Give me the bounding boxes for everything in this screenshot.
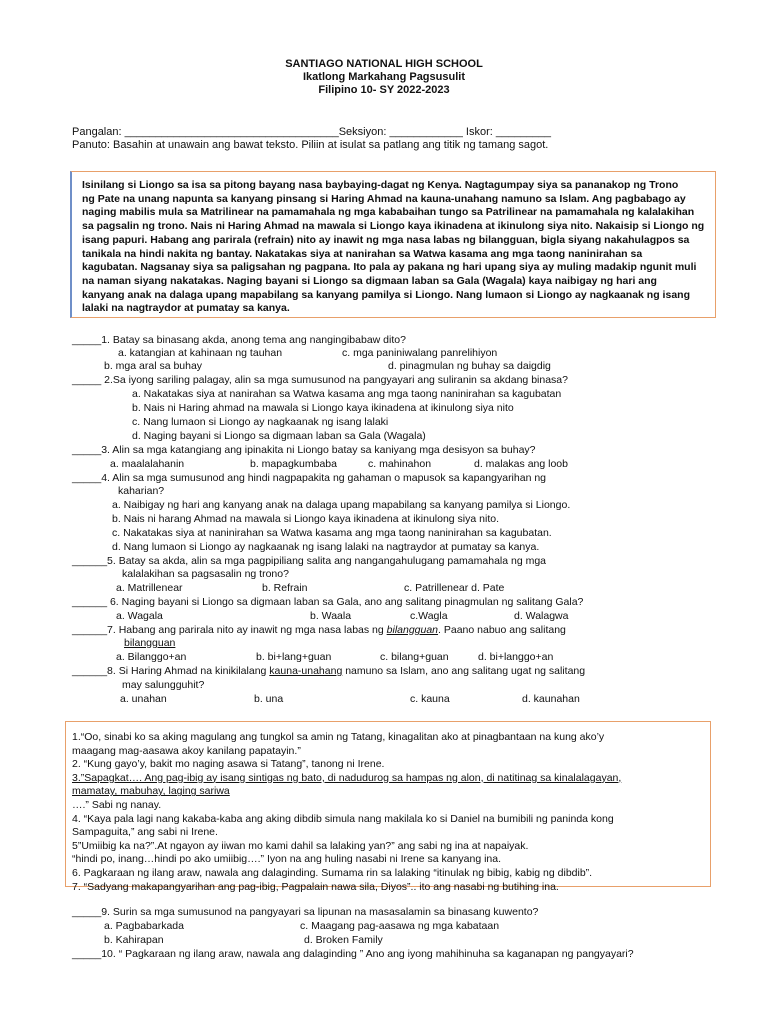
passage-2-line: 7. “Sadyang makapangyarihan ang pag-ibig, Pagpalain nawa sila, Diyos”.. ito ang nasabi ng butihing ina. (72, 880, 559, 893)
question-5-cont: kalalakihan sa pagsasalin ng trono? (122, 568, 289, 580)
q4-option-d: d. Nang lumaon si Liongo ay nagkaanak ng isang lalaki na nagtraydor at pumatay sa kanya. (112, 541, 540, 553)
passage-2-phrase-end: ….” Sabi ng nanay. (72, 798, 162, 811)
q9-option-c: c. Maagang pag-aasawa ng mga kabataan (300, 920, 500, 932)
question-7-cont: bilangguan (124, 637, 176, 649)
passage-line: kagubatan. Nagsanay siya sa paligsahan ng pagpana. Ito pala ay pakana ng hari upang siya ay muling madakip ngunit muli (82, 261, 697, 274)
q3-option-b: b. mapagkumbaba (250, 458, 337, 470)
q6-option-a: a. Wagala (116, 610, 163, 622)
q6-option-d: d. Walagwa (514, 610, 569, 622)
passage-line: ng Pate na unang napunta sa kanyang pinsang si Haring Ahmad na kauna-unahang namuno sa Islam. Ang pagbabago ay (82, 192, 686, 205)
q1-option-b: b. mga aral sa buhay (104, 360, 203, 372)
passage-line: isang papuri. Habang ang parirala (refrain) nito ay inawit ng mga nasa labas ng bilangguan, bigla siyang nakahulagpos sa (82, 233, 690, 246)
question-4-cont: kaharian? (118, 485, 165, 497)
q8-option-b: b. una (254, 693, 284, 705)
passage-2-line: 5”Umiibig ka na?”.At ngayon ay iiwan mo kami dahil sa lalaking yan?” ang sabi ng ina at napaiyak. (72, 839, 529, 852)
q1-option-c: c. mga paniniwalang panrelihiyon (342, 347, 498, 359)
q2-option-a: a. Nakatakas siya at nanirahan sa Watwa kasama ang mga taong naninirahan sa kagubatan (132, 388, 562, 400)
question-6: ______ 6. Naging bayani si Liongo sa digmaan laban sa Gala, ano ang salitang pinagmulan ng salitang Gala? (72, 596, 584, 608)
question-7-text: ______7. Habang ang parirala nito ay inawit ng mga nasa labas ng (72, 624, 387, 636)
passage-line: Isinilang si Liongo sa isa sa pitong bayang nasa baybaying-dagat ng Kenya. Nagtagumpay siya sa pananakop ng Trono (82, 179, 679, 191)
passage-line: lalaki na nagtraydor at pumatay sa kanya. (82, 302, 290, 315)
exam-title: Ikatlong Markahang Pagsusulit (303, 71, 465, 83)
passage-2-line (72, 785, 702, 812)
q9-option-b: b. Kahirapan (104, 934, 164, 946)
q5-option-cd: c. Patrillenear d. Pate (404, 582, 505, 594)
passage-2-underlined-phrase: mamatay, mabuhay, laging sariwa (72, 785, 230, 798)
q5-option-b: b. Refrain (262, 582, 308, 594)
q3-option-d: d. malakas ang loob (474, 458, 568, 470)
q8-option-d: d. kaunahan (522, 693, 580, 705)
q7-option-d: d. bi+langgo+an (478, 651, 554, 663)
question-8 (72, 665, 585, 677)
q2-option-d: d. Naging bayani si Liongo sa digmaan laban sa Gala (Wagala) (132, 430, 426, 442)
passage-1 (82, 179, 706, 316)
q4-option-b: b. Nais ni harang Ahmad na mawala si Liongo kaya ikinadena at ikinulong siya nito. (112, 513, 499, 525)
q7-option-b: b. bi+lang+guan (256, 651, 332, 663)
passage-2-line: 2. “Kung gayo’y, bakit mo naging asawa si Tatang”, tanong ni Irene. (72, 758, 385, 771)
q3-option-a: a. maalalahanin (110, 458, 185, 470)
passage-2-line: “hindi po, inang…hindi po ako umiibig….” Iyon na ang huling nasabi ni Irene sa kanyang ina. (72, 853, 502, 866)
q2-option-b: b. Nais ni Haring ahmad na mawala si Liongo kaya ikinadena at ikinulong siya nito (132, 402, 514, 414)
question-8-word: kauna-unahang (269, 665, 343, 677)
q5-option-a: a. Matrillenear (116, 582, 183, 594)
question-5: ______5. Batay sa akda, alin sa mga pagpipiliang salita ang nangangahulugang pamamahala ng mga (72, 555, 547, 567)
passage-2-line: Sampaguita,” ang sabi ni Irene. (72, 826, 218, 839)
question-7 (72, 624, 566, 636)
q4-option-a: a. Naibigay ng hari ang kanyang anak na dalaga upang mapabilang sa kanyang pamilya si Liongo. (112, 499, 571, 511)
q3-option-c: c. mahinahon (368, 458, 432, 470)
q8-option-c: c. kauna (410, 693, 450, 705)
passage-2-line: 6. Pagkaraan ng ilang araw, nawala ang dalaginding. Sumama rin sa lalaking “itinulak ng bibig, kabig ng dibdib”. (72, 866, 593, 879)
passage-line: naging mabilis mula sa Matrilinear na pamamahala ng mga kababaihan tungo sa Patrilinear na pamamahala ng kalalakihan (82, 206, 695, 219)
passage-2-line: maagang mag-aasawa akoy kanilang papatayin.” (72, 744, 301, 757)
q6-option-c: c.Wagla (410, 610, 448, 622)
q1-option-a: a. katangian at kahinaan ng tauhan (118, 347, 283, 359)
passage-line: sa pagsalin ng trono. Nais ni Haring Ahmad na mawala si Liongo kaya ikinadena at ikinulong siya nito. Nakaisip si Liongo ng (82, 220, 705, 233)
q6-option-b: b. Waala (310, 610, 352, 622)
passage-2-line: 1.“Oo, sinabi ko sa aking magulang ang tungkol sa amin ng Tatang, kinagalitan ako at pinagbantaan na kung ako’y (72, 731, 605, 743)
passage-2-line-underlined: 3.”Sapagkat…. Ang pag-ibig ay isang sintigas ng bato, di nadudurog sa hampas ng alon, di natitinag sa kinalalagayan, (72, 771, 622, 784)
question-9: _____9. Surin sa mga sumusunod na pangyayari sa lipunan na masasalamin sa binasang kuwento? (72, 906, 539, 918)
passage-line: kanyang anak na dalaga upang mapabilang sa kanyang pamilya si Liongo. Nang lumaon si Liongo ay nagkaanak ng isang (82, 288, 690, 301)
question-8-cont: may salungguhit? (122, 679, 205, 691)
q8-option-a: a. unahan (120, 693, 167, 705)
question-7-text-end: . Paano nabuo ang salitang (438, 624, 566, 636)
question-4: _____4. Alin sa mga sumusunod ang hindi nagpapakita ng gahaman o mapusok sa kapangyarihan ng (72, 472, 547, 484)
passage-line: na naman siyang nakatakas. Naging bayani si Liongo sa digmaan laban sa Gala (Wagala) kaya naibigay ng hari ang (82, 274, 657, 287)
school-name: SANTIAGO NATIONAL HIGH SCHOOL (285, 58, 483, 70)
question-7-word: bilangguan (386, 624, 439, 636)
q4-option-c: c. Nakatakas siya at naninirahan sa Watwa kasama ang mga taong naninirahan sa kagubatan. (112, 527, 552, 539)
q9-option-a: a. Pagbabarkada (104, 920, 184, 932)
question-1: _____1. Batay sa binasang akda, anong tema ang nangingibabaw dito? (72, 334, 406, 346)
q9-option-d: d. Broken Family (304, 934, 383, 946)
question-8-text: ______8. Si Haring Ahmad na kinikilalang (72, 665, 270, 677)
question-8-text-end: namuno sa Islam, ano ang salitang ugat ng salitang (342, 665, 586, 677)
question-3: _____3. Alin sa mga katangiang ang ipinakita ni Liongo batay sa kaniyang mga desisyon sa buhay? (72, 444, 536, 456)
q7-option-a: a. Bilanggo+an (116, 651, 187, 663)
passage-2 (72, 731, 702, 894)
passage-line: tanikala na hindi nakita ng bantay. Nakatakas siya at nanirahan sa Watwa kasama ang mga taong naninirahan sa (82, 247, 643, 260)
q7-option-c: c. bilang+guan (380, 651, 449, 663)
question-10: _____10. “ Pagkaraan ng ilang araw, nawala ang dalaginding ” Ano ang iyong mahihinuha sa kaganapan ng pangyayari? (72, 948, 634, 960)
student-info-line: Pangalan: ___________________________________Seksiyon: ____________ Iskor: _________ (72, 126, 551, 138)
question-2: _____ 2.Sa iyong sariling palagay, alin sa mga sumusunod na pangyayari ang suliranin sa akdang binasa? (72, 374, 568, 386)
instructions: Panuto: Basahin at unawain ang bawat teksto. Piliin at isulat sa patlang ang titik ng tamang sagot. (72, 139, 549, 151)
q1-option-d: d. pinagmulan ng buhay sa daigdig (388, 360, 551, 372)
passage-2-line: 4. “Kaya pala lagi nang kakaba-kaba ang aking dibdib simula nang makilala ko si Daniel na bumibili ng paninda kong (72, 812, 614, 825)
q2-option-c: c. Nang lumaon si Liongo ay nagkaanak ng isang lalaki (132, 416, 389, 428)
subject-title: Filipino 10- SY 2022-2023 (318, 84, 450, 96)
